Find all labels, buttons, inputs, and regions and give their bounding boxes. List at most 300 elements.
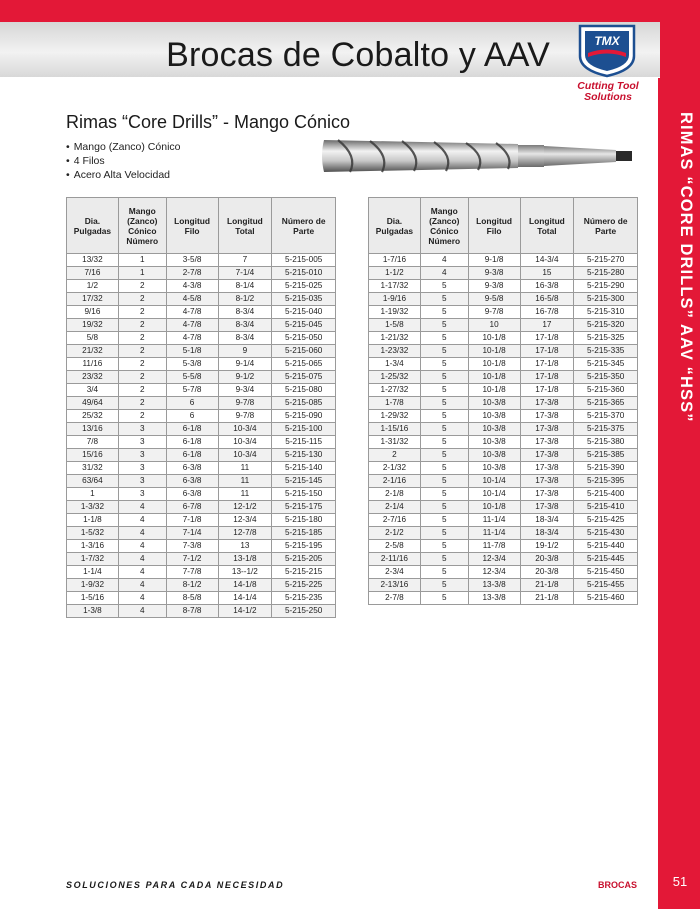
diameter-cell: 1-29/32 <box>369 410 421 423</box>
table-row <box>67 553 336 566</box>
diameter-cell: 1-23/32 <box>369 345 421 358</box>
part-number-cell: 5-215-345 <box>574 358 638 371</box>
part-number-cell: 5-215-385 <box>574 449 638 462</box>
col-header-part-number: Número de Parte <box>272 198 336 254</box>
shank-cell: 5 <box>420 449 468 462</box>
total-length-cell: 7-1/4 <box>218 267 272 280</box>
part-number-cell: 5-215-390 <box>574 462 638 475</box>
part-number-cell: 5-215-050 <box>272 332 336 345</box>
table-row <box>369 384 638 397</box>
diameter-cell: 13/32 <box>67 254 119 267</box>
total-length-cell: 11 <box>218 475 272 488</box>
shank-cell: 5 <box>420 488 468 501</box>
shank-cell: 2 <box>118 306 166 319</box>
flute-length-cell: 10-1/8 <box>468 332 520 345</box>
part-number-cell: 5-215-410 <box>574 501 638 514</box>
tmx-logo-icon <box>576 22 638 78</box>
flute-length-cell: 6 <box>166 410 218 423</box>
shank-cell: 5 <box>420 540 468 553</box>
flute-length-cell: 6-3/8 <box>166 488 218 501</box>
table-row <box>67 579 336 592</box>
shank-cell: 2 <box>118 410 166 423</box>
part-number-cell: 5-215-060 <box>272 345 336 358</box>
diameter-cell: 2-3/4 <box>369 566 421 579</box>
part-number-cell: 5-215-140 <box>272 462 336 475</box>
diameter-cell: 1-1/8 <box>67 514 119 527</box>
table-row <box>67 592 336 605</box>
shank-cell: 5 <box>420 579 468 592</box>
table-row <box>369 501 638 514</box>
diameter-cell: 2-1/4 <box>369 501 421 514</box>
table-row <box>369 514 638 527</box>
part-number-cell: 5-215-130 <box>272 449 336 462</box>
flute-length-cell: 10-3/8 <box>468 410 520 423</box>
part-number-cell: 5-215-280 <box>574 267 638 280</box>
flute-length-cell: 7-1/8 <box>166 514 218 527</box>
diameter-cell: 1-1/2 <box>369 267 421 280</box>
shank-cell: 4 <box>118 592 166 605</box>
diameter-cell: 17/32 <box>67 293 119 306</box>
table-row <box>369 527 638 540</box>
total-length-cell: 9-1/2 <box>218 371 272 384</box>
total-length-cell: 13 <box>218 540 272 553</box>
table-row <box>369 371 638 384</box>
shank-cell: 4 <box>118 605 166 618</box>
part-number-cell: 5-215-365 <box>574 397 638 410</box>
part-number-cell: 5-215-300 <box>574 293 638 306</box>
flute-length-cell: 9-3/8 <box>468 280 520 293</box>
footer-slogan: SOLUCIONES PARA CADA NECESIDAD <box>66 880 285 890</box>
part-number-cell: 5-215-270 <box>574 254 638 267</box>
flute-length-cell: 7-1/2 <box>166 553 218 566</box>
shank-cell: 5 <box>420 358 468 371</box>
table-row <box>369 579 638 592</box>
diameter-cell: 13/16 <box>67 423 119 436</box>
total-length-cell: 12-3/4 <box>218 514 272 527</box>
part-number-cell: 5-215-065 <box>272 358 336 371</box>
total-length-cell: 13--1/2 <box>218 566 272 579</box>
total-length-cell: 21-1/8 <box>520 579 574 592</box>
shank-cell: 5 <box>420 475 468 488</box>
total-length-cell: 17-3/8 <box>520 397 574 410</box>
diameter-cell: 2-5/8 <box>369 540 421 553</box>
table-row <box>67 306 336 319</box>
table-row <box>369 293 638 306</box>
total-length-cell: 9-7/8 <box>218 410 272 423</box>
flute-length-cell: 6-1/8 <box>166 436 218 449</box>
total-length-cell: 18-3/4 <box>520 514 574 527</box>
table-row <box>67 319 336 332</box>
table-row <box>67 280 336 293</box>
table-row <box>369 306 638 319</box>
flute-length-cell: 10-3/8 <box>468 436 520 449</box>
total-length-cell: 7 <box>218 254 272 267</box>
flute-length-cell: 3-5/8 <box>166 254 218 267</box>
page-number: 51 <box>672 874 688 889</box>
total-length-cell: 20-3/8 <box>520 566 574 579</box>
diameter-cell: 1-19/32 <box>369 306 421 319</box>
table-row <box>67 501 336 514</box>
spec-table-left <box>66 197 336 618</box>
col-header-flute-length: Longitud Filo <box>166 198 218 254</box>
shank-cell: 5 <box>420 397 468 410</box>
total-length-cell: 17-1/8 <box>520 332 574 345</box>
col-header-total-length: Longitud Total <box>520 198 574 254</box>
total-length-cell: 20-3/8 <box>520 553 574 566</box>
part-number-cell: 5-215-380 <box>574 436 638 449</box>
diameter-cell: 1-3/4 <box>369 358 421 371</box>
part-number-cell: 5-215-310 <box>574 306 638 319</box>
part-number-cell: 5-215-085 <box>272 397 336 410</box>
total-length-cell: 17-3/8 <box>520 488 574 501</box>
table-row <box>67 540 336 553</box>
flute-length-cell: 10-3/8 <box>468 397 520 410</box>
flute-length-cell: 7-7/8 <box>166 566 218 579</box>
table-row <box>67 527 336 540</box>
logo-tagline-line2: Solutions <box>584 91 632 103</box>
part-number-cell: 5-215-370 <box>574 410 638 423</box>
diameter-cell: 2-1/32 <box>369 462 421 475</box>
total-length-cell: 17-3/8 <box>520 423 574 436</box>
shank-cell: 4 <box>420 267 468 280</box>
col-header-flute-length: Longitud Filo <box>468 198 520 254</box>
shank-cell: 5 <box>420 306 468 319</box>
part-number-cell: 5-215-395 <box>574 475 638 488</box>
diameter-cell: 49/64 <box>67 397 119 410</box>
feature-item: • Acero Alta Velocidad <box>66 168 181 182</box>
flute-length-cell: 8-7/8 <box>166 605 218 618</box>
logo-tagline-line1: Cutting Tool <box>577 80 639 92</box>
flute-length-cell: 6-1/8 <box>166 423 218 436</box>
diameter-cell: 2-1/8 <box>369 488 421 501</box>
part-number-cell: 5-215-005 <box>272 254 336 267</box>
part-number-cell: 5-215-325 <box>574 332 638 345</box>
logo-tagline <box>560 81 656 103</box>
table-row <box>369 436 638 449</box>
part-number-cell: 5-215-195 <box>272 540 336 553</box>
diameter-cell: 5/8 <box>67 332 119 345</box>
table-row <box>67 488 336 501</box>
table-row <box>67 449 336 462</box>
total-length-cell: 18-3/4 <box>520 527 574 540</box>
diameter-cell: 19/32 <box>67 319 119 332</box>
header-red-stripe <box>0 0 700 22</box>
table-row <box>369 254 638 267</box>
diameter-cell: 2-13/16 <box>369 579 421 592</box>
table-row <box>369 397 638 410</box>
diameter-cell: 1-5/32 <box>67 527 119 540</box>
flute-length-cell: 6 <box>166 397 218 410</box>
flute-length-cell: 7-1/4 <box>166 527 218 540</box>
flute-length-cell: 7-3/8 <box>166 540 218 553</box>
flute-length-cell: 6-1/8 <box>166 449 218 462</box>
footer-section-label: BROCAS <box>598 880 638 890</box>
shank-cell: 2 <box>118 293 166 306</box>
table-row <box>369 566 638 579</box>
part-number-cell: 5-215-115 <box>272 436 336 449</box>
flute-length-cell: 10-1/4 <box>468 488 520 501</box>
table-row <box>369 553 638 566</box>
diameter-cell: 2-7/16 <box>369 514 421 527</box>
product-title: Rimas “Core Drills” - Mango Cónico <box>66 112 351 132</box>
shank-cell: 3 <box>118 475 166 488</box>
col-header-total-length: Longitud Total <box>218 198 272 254</box>
table-header-row <box>67 198 336 254</box>
total-length-cell: 14-1/2 <box>218 605 272 618</box>
shank-cell: 2 <box>118 280 166 293</box>
diameter-cell: 7/8 <box>67 436 119 449</box>
total-length-cell: 12-7/8 <box>218 527 272 540</box>
flute-length-cell: 10-3/8 <box>468 449 520 462</box>
diameter-cell: 1-7/32 <box>67 553 119 566</box>
col-header-diameter: Dia. Pulgadas <box>369 198 421 254</box>
diameter-cell: 25/32 <box>67 410 119 423</box>
part-number-cell: 5-215-445 <box>574 553 638 566</box>
shank-cell: 2 <box>118 319 166 332</box>
part-number-cell: 5-215-360 <box>574 384 638 397</box>
shank-cell: 5 <box>420 566 468 579</box>
total-length-cell: 17-3/8 <box>520 475 574 488</box>
flute-length-cell: 2-7/8 <box>166 267 218 280</box>
diameter-cell: 1-5/16 <box>67 592 119 605</box>
shank-cell: 2 <box>118 397 166 410</box>
table-row <box>369 358 638 371</box>
shank-cell: 4 <box>118 553 166 566</box>
table-row <box>67 514 336 527</box>
flute-length-cell: 4-5/8 <box>166 293 218 306</box>
part-number-cell: 5-215-350 <box>574 371 638 384</box>
shank-cell: 3 <box>118 462 166 475</box>
diameter-cell: 1/2 <box>67 280 119 293</box>
table-row <box>67 436 336 449</box>
table-row <box>369 267 638 280</box>
part-number-cell: 5-215-185 <box>272 527 336 540</box>
part-number-cell: 5-215-235 <box>272 592 336 605</box>
total-length-cell: 17-1/8 <box>520 371 574 384</box>
part-number-cell: 5-215-225 <box>272 579 336 592</box>
table-row <box>369 410 638 423</box>
total-length-cell: 17-3/8 <box>520 462 574 475</box>
table-row <box>369 540 638 553</box>
total-length-cell: 9-7/8 <box>218 397 272 410</box>
shank-cell: 1 <box>118 267 166 280</box>
total-length-cell: 17-1/8 <box>520 345 574 358</box>
part-number-cell: 5-215-425 <box>574 514 638 527</box>
table-row <box>67 358 336 371</box>
flute-length-cell: 8-1/2 <box>166 579 218 592</box>
table-row <box>67 410 336 423</box>
part-number-cell: 5-215-010 <box>272 267 336 280</box>
flute-length-cell: 6-3/8 <box>166 462 218 475</box>
part-number-cell: 5-215-460 <box>574 592 638 605</box>
table-row <box>369 592 638 605</box>
total-length-cell: 8-3/4 <box>218 319 272 332</box>
part-number-cell: 5-215-250 <box>272 605 336 618</box>
part-number-cell: 5-215-180 <box>272 514 336 527</box>
diameter-cell: 1-15/16 <box>369 423 421 436</box>
total-length-cell: 15 <box>520 267 574 280</box>
shank-cell: 5 <box>420 501 468 514</box>
table-row <box>369 423 638 436</box>
part-number-cell: 5-215-175 <box>272 501 336 514</box>
flute-length-cell: 5-7/8 <box>166 384 218 397</box>
part-number-cell: 5-215-440 <box>574 540 638 553</box>
flute-length-cell: 9-7/8 <box>468 306 520 319</box>
shank-cell: 4 <box>118 579 166 592</box>
flute-length-cell: 6-7/8 <box>166 501 218 514</box>
diameter-cell: 1-3/8 <box>67 605 119 618</box>
flute-length-cell: 6-3/8 <box>166 475 218 488</box>
shank-cell: 4 <box>118 540 166 553</box>
total-length-cell: 19-1/2 <box>520 540 574 553</box>
total-length-cell: 9-3/4 <box>218 384 272 397</box>
part-number-cell: 5-215-215 <box>272 566 336 579</box>
total-length-cell: 13-1/8 <box>218 553 272 566</box>
shank-cell: 2 <box>118 384 166 397</box>
total-length-cell: 9 <box>218 345 272 358</box>
flute-length-cell: 10-1/8 <box>468 501 520 514</box>
shank-cell: 5 <box>420 345 468 358</box>
part-number-cell: 5-215-290 <box>574 280 638 293</box>
flute-length-cell: 8-5/8 <box>166 592 218 605</box>
col-header-diameter: Dia. Pulgadas <box>67 198 119 254</box>
flute-length-cell: 5-5/8 <box>166 371 218 384</box>
part-number-cell: 5-215-335 <box>574 345 638 358</box>
shank-cell: 5 <box>420 527 468 540</box>
shank-cell: 5 <box>420 553 468 566</box>
total-length-cell: 8-3/4 <box>218 332 272 345</box>
diameter-cell: 1-7/8 <box>369 397 421 410</box>
diameter-cell: 2 <box>369 449 421 462</box>
diameter-cell: 1-25/32 <box>369 371 421 384</box>
shank-cell: 5 <box>420 280 468 293</box>
total-length-cell: 17-3/8 <box>520 410 574 423</box>
shank-cell: 3 <box>118 423 166 436</box>
diameter-cell: 63/64 <box>67 475 119 488</box>
flute-length-cell: 12-3/4 <box>468 566 520 579</box>
total-length-cell: 10-3/4 <box>218 436 272 449</box>
flute-length-cell: 5-1/8 <box>166 345 218 358</box>
table-body-right <box>369 254 638 605</box>
core-drill-image <box>318 126 640 184</box>
table-row <box>369 332 638 345</box>
flute-length-cell: 10 <box>468 319 520 332</box>
total-length-cell: 14-1/8 <box>218 579 272 592</box>
part-number-cell: 5-215-025 <box>272 280 336 293</box>
part-number-cell: 5-215-375 <box>574 423 638 436</box>
diameter-cell: 2-11/16 <box>369 553 421 566</box>
diameter-cell: 1-3/16 <box>67 540 119 553</box>
diameter-cell: 1-17/32 <box>369 280 421 293</box>
total-length-cell: 12-1/2 <box>218 501 272 514</box>
shank-cell: 3 <box>118 449 166 462</box>
total-length-cell: 16-3/8 <box>520 280 574 293</box>
table-row <box>67 423 336 436</box>
table-row <box>369 475 638 488</box>
shank-cell: 4 <box>118 566 166 579</box>
diameter-cell: 2-1/16 <box>369 475 421 488</box>
table-row <box>67 475 336 488</box>
part-number-cell: 5-215-100 <box>272 423 336 436</box>
part-number-cell: 5-215-045 <box>272 319 336 332</box>
flute-length-cell: 4-7/8 <box>166 319 218 332</box>
shank-cell: 3 <box>118 436 166 449</box>
diameter-cell: 2-7/8 <box>369 592 421 605</box>
shank-cell: 5 <box>420 592 468 605</box>
shank-cell: 4 <box>118 527 166 540</box>
shank-cell: 1 <box>118 254 166 267</box>
total-length-cell: 17-3/8 <box>520 501 574 514</box>
diameter-cell: 1-31/32 <box>369 436 421 449</box>
shank-cell: 5 <box>420 436 468 449</box>
flute-length-cell: 10-1/8 <box>468 345 520 358</box>
diameter-cell: 23/32 <box>67 371 119 384</box>
table-row <box>67 566 336 579</box>
total-length-cell: 17-1/8 <box>520 358 574 371</box>
table-row <box>67 462 336 475</box>
col-header-shank: Mango (Zanco) Cónico Número <box>420 198 468 254</box>
spec-table-right <box>368 197 638 605</box>
table-body-left <box>67 254 336 618</box>
logo-text: TMX <box>594 34 620 48</box>
flute-length-cell: 10-3/8 <box>468 462 520 475</box>
table-row <box>369 319 638 332</box>
part-number-cell: 5-215-040 <box>272 306 336 319</box>
total-length-cell: 11 <box>218 488 272 501</box>
flute-length-cell: 10-1/4 <box>468 475 520 488</box>
shank-cell: 5 <box>420 514 468 527</box>
table-row <box>369 488 638 501</box>
shank-cell: 5 <box>420 462 468 475</box>
flute-length-cell: 9-5/8 <box>468 293 520 306</box>
shank-cell: 3 <box>118 488 166 501</box>
diameter-cell: 1-7/16 <box>369 254 421 267</box>
diameter-cell: 1-27/32 <box>369 384 421 397</box>
table-row <box>67 397 336 410</box>
part-number-cell: 5-215-450 <box>574 566 638 579</box>
feature-list <box>66 140 181 182</box>
table-header-row <box>369 198 638 254</box>
shank-cell: 2 <box>118 371 166 384</box>
total-length-cell: 9-1/4 <box>218 358 272 371</box>
shank-cell: 2 <box>118 345 166 358</box>
shank-cell: 5 <box>420 293 468 306</box>
shank-cell: 2 <box>118 358 166 371</box>
shank-cell: 5 <box>420 423 468 436</box>
diameter-cell: 1-5/8 <box>369 319 421 332</box>
diameter-cell: 11/16 <box>67 358 119 371</box>
part-number-cell: 5-215-205 <box>272 553 336 566</box>
total-length-cell: 14-1/4 <box>218 592 272 605</box>
table-row <box>369 345 638 358</box>
shank-cell: 4 <box>118 514 166 527</box>
part-number-cell: 5-215-080 <box>272 384 336 397</box>
part-number-cell: 5-215-430 <box>574 527 638 540</box>
total-length-cell: 16-5/8 <box>520 293 574 306</box>
shank-cell: 5 <box>420 332 468 345</box>
diameter-cell: 1-3/32 <box>67 501 119 514</box>
flute-length-cell: 11-1/4 <box>468 514 520 527</box>
table-row <box>67 384 336 397</box>
total-length-cell: 17 <box>520 319 574 332</box>
part-number-cell: 5-215-145 <box>272 475 336 488</box>
flute-length-cell: 11-7/8 <box>468 540 520 553</box>
total-length-cell: 17-3/8 <box>520 436 574 449</box>
table-row <box>67 345 336 358</box>
total-length-cell: 14-3/4 <box>520 254 574 267</box>
flute-length-cell: 10-1/8 <box>468 371 520 384</box>
diameter-cell: 1-1/4 <box>67 566 119 579</box>
